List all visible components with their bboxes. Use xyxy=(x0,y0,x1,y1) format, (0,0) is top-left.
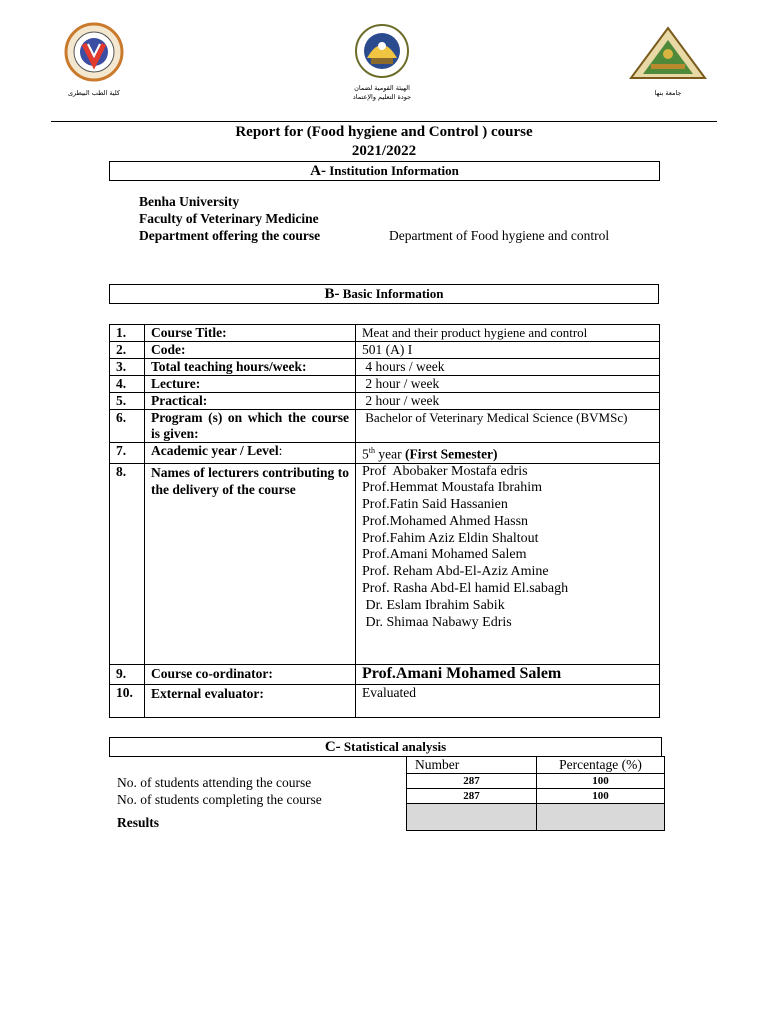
attending-label: No. of students attending the course xyxy=(117,775,312,790)
coordinator-name: Prof.Amani Mohamed Salem xyxy=(356,664,660,684)
academic-year-colon: : xyxy=(278,443,283,458)
completing-percentage: 100 xyxy=(537,789,665,804)
table-row xyxy=(110,393,660,410)
table-row xyxy=(407,804,665,831)
row-value: 4 hours / week xyxy=(356,359,660,376)
lecturer-name: Prof Abobaker Mostafa edris xyxy=(362,463,528,479)
lecturer-name: Prof.Hemmat Moustafa Ibrahim xyxy=(362,480,543,496)
department-label: Department offering the course xyxy=(139,228,321,243)
row-label: Total teaching hours/week: xyxy=(145,359,356,376)
university-logo xyxy=(629,26,707,82)
lecturer-name: Prof. Reham Abd-El-Aziz Amine xyxy=(362,564,549,580)
section-b-title: Basic Information xyxy=(342,286,444,301)
row-label: Course Title: xyxy=(145,325,356,342)
row-label xyxy=(145,443,356,464)
section-b-heading xyxy=(109,284,659,304)
table-row xyxy=(407,774,665,789)
section-c-heading xyxy=(109,737,662,757)
row-label: Course co-ordinator: xyxy=(145,664,356,684)
university-name: Benha University xyxy=(139,194,240,209)
row-label: Practical: xyxy=(145,393,356,410)
row-label: External evaluator: xyxy=(145,684,356,717)
section-b-letter: B- xyxy=(324,286,340,302)
row-value: 2 hour / week xyxy=(356,393,660,410)
table-row xyxy=(110,664,660,684)
row-value: 501 (A) I xyxy=(356,342,660,359)
quality-logo-caption-1: الهيئة القومية لضمان xyxy=(354,84,410,92)
header-divider xyxy=(51,121,717,122)
department-value: Department of Food hygiene and control xyxy=(389,228,610,243)
faculty-logo-caption: كلية الطب البيطرى xyxy=(67,89,121,97)
row-number: 1. xyxy=(110,325,145,342)
lecturer-name: Prof. Rasha Abd-El hamid El.sabagh xyxy=(362,581,569,597)
section-a-heading xyxy=(109,161,660,181)
row-value: Bachelor of Veterinary Medical Science (BVMSc) xyxy=(356,410,660,443)
basic-information-table xyxy=(109,324,660,718)
section-c-letter: C- xyxy=(324,739,341,755)
lecturers-list xyxy=(356,463,660,664)
table-row xyxy=(110,463,660,664)
row-number: 7. xyxy=(110,443,145,464)
row-number: 9. xyxy=(110,664,145,684)
academic-year-label: Academic year / Level xyxy=(151,443,279,458)
semester: (First Semester) xyxy=(404,446,498,462)
table-row xyxy=(110,410,660,443)
faculty-name: Faculty of Veterinary Medicine xyxy=(139,211,319,226)
external-evaluator-value: Evaluated xyxy=(356,684,660,717)
results-percentage-cell xyxy=(537,804,665,831)
row-value: Meat and their product hygiene and control xyxy=(356,325,660,342)
year-number: 5 xyxy=(362,446,369,462)
quality-assurance-logo xyxy=(349,22,415,80)
attending-percentage: 100 xyxy=(537,774,665,789)
table-row xyxy=(110,359,660,376)
row-number: 3. xyxy=(110,359,145,376)
report-title: Report for (Food hygiene and Control ) course xyxy=(235,124,533,140)
quality-logo-caption-2: جودة التعليم والإعتماد xyxy=(352,93,412,101)
row-label: Lecture: xyxy=(145,376,356,393)
row-label: Code: xyxy=(145,342,356,359)
completing-label: No. of students completing the course xyxy=(117,792,322,807)
university-logo-caption: جامعة بنها xyxy=(654,89,682,97)
row-number: 4. xyxy=(110,376,145,393)
faculty-logo xyxy=(64,22,124,82)
row-number: 8. xyxy=(110,463,145,664)
row-number: 2. xyxy=(110,342,145,359)
row-number: 6. xyxy=(110,410,145,443)
statistics-table xyxy=(406,756,665,831)
row-value: 2 hour / week xyxy=(356,376,660,393)
report-year: 2021/2022 xyxy=(351,143,417,159)
section-a-letter: A- xyxy=(310,163,326,179)
table-row xyxy=(110,443,660,464)
row-label: Program (s) on which the course is given: xyxy=(145,410,356,443)
table-row xyxy=(110,325,660,342)
lecturer-name: Prof.Amani Mohamed Salem xyxy=(362,547,527,563)
row-value xyxy=(356,443,660,464)
lecturers-label: Names of lecturers contributing to the delivery of the course xyxy=(151,464,349,497)
lecturer-name: Prof.Fatin Said Hassanien xyxy=(362,497,508,513)
section-c-title: Statistical analysis xyxy=(343,739,447,754)
completing-number: 287 xyxy=(407,789,537,804)
table-row xyxy=(407,789,665,804)
attending-number: 287 xyxy=(407,774,537,789)
lecturer-name: Prof.Mohamed Ahmed Hassn xyxy=(362,513,529,529)
percentage-column-header: Percentage (%) xyxy=(537,757,665,774)
lecturer-name: Prof.Fahim Aziz Eldin Shaltout xyxy=(362,530,539,546)
results-number-cell xyxy=(407,804,537,831)
row-number: 10. xyxy=(110,684,145,717)
table-row xyxy=(110,684,660,717)
row-label xyxy=(145,463,356,664)
number-column-header: Number xyxy=(407,757,537,774)
year-ordinal: th xyxy=(368,446,375,455)
section-a-title: Institution Information xyxy=(329,163,459,178)
lecturer-name: Dr. Eslam Ibrahim Sabik xyxy=(362,597,505,613)
results-label: Results xyxy=(117,815,160,830)
table-row xyxy=(110,376,660,393)
table-header-row xyxy=(407,757,665,774)
lecturer-name: Dr. Shimaa Nabawy Edris xyxy=(362,614,512,630)
year-word: year xyxy=(374,446,405,462)
row-number: 5. xyxy=(110,393,145,410)
table-row xyxy=(110,342,660,359)
